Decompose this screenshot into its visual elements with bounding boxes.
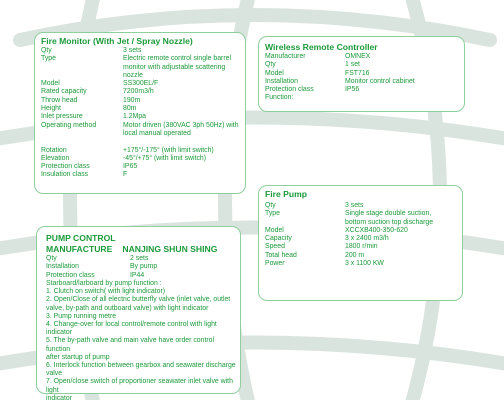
spec-label <box>41 138 123 146</box>
spec-value-line: 1800 r/min <box>345 243 378 251</box>
spec-value-line <box>123 138 245 146</box>
spec-value-line: IP56 <box>345 86 360 94</box>
spec-row <box>265 235 462 243</box>
spec-value-line: SS300EL/F <box>123 80 159 88</box>
function-line: 6. Interlock function between gearbox and seawater discharge <box>46 361 236 369</box>
spec-row <box>41 138 245 146</box>
pump-control-card <box>36 226 241 402</box>
spec-value-line: Motor driven (380VAC 3ph 50Hz) with <box>123 121 239 129</box>
spec-row <box>41 97 245 105</box>
spec-value <box>123 163 245 171</box>
spec-row <box>265 61 464 69</box>
spec-value-line: nozzle <box>123 71 143 79</box>
fire-monitor-card <box>34 32 246 194</box>
spec-label: Insulation class <box>41 171 89 179</box>
spec-value <box>123 88 245 96</box>
spec-row <box>265 202 462 210</box>
spec-row <box>265 243 462 251</box>
spec-row <box>41 88 245 96</box>
spec-row <box>41 171 245 179</box>
spec-value <box>345 86 464 94</box>
function-line: Starboard/larboard by pump function : <box>46 279 162 287</box>
spec-value-line: local manual operated <box>123 129 191 137</box>
spec-label: Protection class <box>41 163 90 171</box>
spec-label: Qty <box>46 255 57 262</box>
spec-value <box>345 61 464 69</box>
spec-value <box>123 80 245 88</box>
spec-label: Manufacturer <box>265 53 306 60</box>
spec-value-line: Electric remote control single barrel <box>123 55 231 63</box>
fire-pump-title: Fire Pump <box>265 189 308 199</box>
spec-label: Installation <box>265 77 298 85</box>
wireless-controller-card <box>258 36 465 112</box>
pump-control-title: PUMP CONTROL <box>46 233 116 243</box>
spec-row <box>41 155 245 163</box>
function-line: valve <box>46 370 63 378</box>
wireless-controller-title: Wireless Remote Controller <box>265 42 378 52</box>
spec-label: Qty <box>41 47 52 54</box>
spec-value <box>345 260 462 268</box>
function-line: 1. Clutch on switch( with light indicator) <box>46 288 166 296</box>
spec-row <box>46 255 240 263</box>
spec-value-line <box>345 94 464 102</box>
spec-value-line: 1.2Mpa <box>123 113 146 121</box>
spec-value <box>345 252 462 260</box>
spec-value-line: IP65 <box>123 163 138 171</box>
spec-value-line: -45°/+75° (with limit switch) <box>123 154 207 162</box>
spec-row <box>265 94 464 102</box>
spec-row <box>41 163 245 171</box>
spec-value-line: 1 set <box>345 61 360 69</box>
spec-value-line: By pump <box>130 263 158 271</box>
spec-label: Function: <box>265 94 294 102</box>
function-line: valve, by-path and outboard valve) with light indicator <box>46 304 209 312</box>
spec-label: Type <box>41 55 56 63</box>
spec-row <box>265 210 462 227</box>
spec-label: Speed <box>265 243 285 251</box>
spec-label: Operating method <box>41 121 97 129</box>
manufacture-value: NANJING SHUN SHING <box>122 243 218 254</box>
spec-row <box>265 70 464 78</box>
spec-value <box>123 97 245 105</box>
spec-label: Qty <box>265 202 276 209</box>
spec-value <box>345 78 464 86</box>
spec-row <box>265 252 462 260</box>
spec-value-line: Single stage double suction, <box>345 210 432 218</box>
spec-label: Power <box>265 260 285 268</box>
spec-label: Protection class <box>46 271 95 279</box>
pump-control-manufacturer <box>46 244 240 255</box>
spec-row <box>46 263 240 271</box>
function-line: 5. The by-path valve and main valve have order control function <box>46 337 215 353</box>
spec-row <box>41 80 245 88</box>
spec-value <box>345 210 462 227</box>
pump-control-function-list <box>46 280 240 403</box>
spec-row <box>265 86 464 94</box>
spec-value-line: 190m <box>123 96 141 104</box>
spec-value-line: XCCXB400-350-620 <box>345 226 408 234</box>
spec-label: Installation <box>46 263 79 271</box>
spec-value <box>345 243 462 251</box>
spec-value <box>345 53 464 61</box>
spec-label: Rated capacity <box>41 88 87 96</box>
spec-row <box>41 113 245 121</box>
spec-value <box>123 113 245 121</box>
spec-label: Total head <box>265 251 297 259</box>
spec-value <box>123 122 245 139</box>
spec-value <box>123 105 245 113</box>
spec-value <box>345 94 464 102</box>
spec-label: Rotation <box>41 146 67 154</box>
spec-label: Model <box>265 69 284 77</box>
spec-value-line: 3 sets <box>123 47 142 54</box>
spec-row <box>41 47 245 55</box>
spec-value <box>123 47 245 55</box>
spec-value-line: OMNEX <box>345 53 371 60</box>
spec-label: Qty <box>265 61 276 69</box>
spec-label: Model <box>41 80 60 88</box>
spec-value-line: monitor with adjustable scattering <box>123 63 226 71</box>
fire-pump-spec-list <box>265 202 462 268</box>
spec-value-line: 80m <box>123 105 137 113</box>
spec-row <box>41 105 245 113</box>
function-line: after startup of pump <box>46 353 110 361</box>
function-line: 4. Change-over for local control/remote control with light indicator <box>46 320 217 337</box>
spec-label: Type <box>265 210 280 218</box>
spec-label: Throw head <box>41 96 78 104</box>
spec-label: Model <box>265 226 284 234</box>
spec-value-line: 7200m3/h <box>123 88 154 96</box>
spec-label: Protection class <box>265 86 314 94</box>
spec-value <box>123 55 245 80</box>
manufacture-label: MANUFACTURE <box>46 243 113 254</box>
spec-row <box>265 78 464 86</box>
spec-row <box>46 272 240 280</box>
fire-pump-card <box>258 185 463 301</box>
spec-row <box>41 122 245 139</box>
spec-label: Capacity <box>265 235 292 243</box>
spec-label: Elevation <box>41 154 70 162</box>
spec-value-line: bottom suction top discharge <box>345 218 434 226</box>
spec-row <box>265 260 462 268</box>
spec-value-line: 2 sets <box>130 255 149 262</box>
spec-row <box>41 147 245 155</box>
spec-value-line: FST716 <box>345 69 370 77</box>
spec-row <box>41 55 245 80</box>
spec-value <box>130 255 240 263</box>
spec-value <box>345 235 462 243</box>
function-line: 2. Open/Close of all electric butterfly valve (inlet valve, outlet <box>46 296 231 304</box>
fire-monitor-title: Fire Monitor (With Jet / Spray Nozzle) <box>41 36 193 46</box>
fire-monitor-spec-list <box>41 47 245 180</box>
spec-value-line: 3 x 1100 KW <box>345 260 384 268</box>
spec-row <box>265 53 464 61</box>
wireless-controller-spec-list <box>265 53 464 103</box>
function-line: 7. Open/close switch of proportioner seawater inlet valve with light <box>46 378 233 394</box>
spec-value <box>123 138 245 146</box>
spec-row <box>265 227 462 235</box>
spec-label: Inlet pressure <box>41 113 83 121</box>
function-line: 3. Pump running metre <box>46 312 117 320</box>
function-line: indicator <box>46 394 73 402</box>
spec-value-line: 200 m <box>345 251 365 259</box>
spec-value <box>123 155 245 163</box>
spec-value <box>345 227 462 235</box>
spec-value <box>130 263 240 271</box>
spec-value-line: +175°/-175° (with limit switch) <box>123 146 214 154</box>
spec-value <box>345 202 462 210</box>
spec-value <box>123 147 245 155</box>
spec-value-line: F <box>123 171 128 179</box>
spec-value-line: 3 x 2400 m3/h <box>345 235 389 243</box>
spec-label: Height <box>41 105 61 113</box>
spec-value-line: 3 sets <box>345 202 364 209</box>
spec-value-line: Monitor control cabinet <box>345 77 415 85</box>
pump-control-spec-list <box>46 255 240 280</box>
spec-value <box>345 70 464 78</box>
spec-value <box>123 171 245 179</box>
spec-value <box>130 272 240 280</box>
spec-value-line: IP44 <box>130 271 145 279</box>
